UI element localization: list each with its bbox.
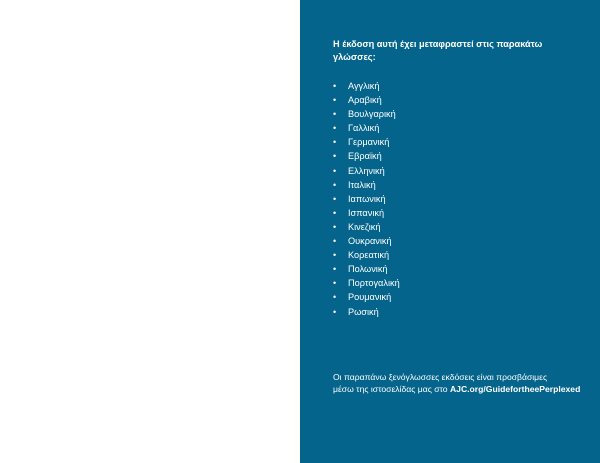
language-label: Ιταλική bbox=[348, 179, 376, 190]
list-item bbox=[333, 164, 400, 178]
list-item bbox=[333, 206, 400, 220]
bullet-icon: • bbox=[333, 207, 337, 218]
list-item bbox=[333, 93, 400, 107]
translations-heading bbox=[333, 38, 583, 63]
list-item bbox=[333, 178, 400, 192]
list-item bbox=[333, 234, 400, 248]
list-item bbox=[333, 79, 400, 93]
language-label: Γερμανική bbox=[348, 137, 390, 148]
bullet-icon: • bbox=[333, 109, 337, 120]
language-label: Ιαπωνική bbox=[348, 193, 386, 204]
bullet-icon: • bbox=[333, 221, 337, 232]
language-label: Πολωνική bbox=[348, 264, 388, 275]
language-list bbox=[333, 79, 400, 319]
list-item bbox=[333, 276, 400, 290]
list-item bbox=[333, 248, 400, 262]
bullet-icon: • bbox=[333, 278, 337, 289]
bullet-icon: • bbox=[333, 264, 337, 275]
language-label: Κορεατική bbox=[348, 250, 390, 261]
language-label: Βουλγαρική bbox=[348, 109, 396, 120]
bullet-icon: • bbox=[333, 165, 337, 176]
language-label: Αγγλική bbox=[348, 81, 380, 91]
bullet-icon: • bbox=[333, 292, 337, 303]
bullet-icon: • bbox=[333, 151, 337, 162]
bullet-icon: • bbox=[333, 123, 337, 134]
bullet-icon: • bbox=[333, 306, 337, 317]
language-label: Πορτογαλική bbox=[348, 278, 400, 289]
language-label: Ρουμανική bbox=[348, 292, 392, 303]
list-item bbox=[333, 305, 400, 319]
language-label: Αραβική bbox=[348, 95, 382, 106]
heading-line-1: Η έκδοση αυτή έχει μεταφραστεί στις παρακάτω bbox=[333, 39, 543, 49]
bullet-icon: • bbox=[333, 236, 337, 247]
language-label: Ελληνική bbox=[348, 165, 385, 176]
list-item bbox=[333, 192, 400, 206]
language-label: Ουκρανική bbox=[348, 236, 392, 247]
bullet-icon: • bbox=[333, 81, 337, 91]
bullet-icon: • bbox=[333, 179, 337, 190]
bullet-icon: • bbox=[333, 95, 337, 106]
list-item bbox=[333, 220, 400, 234]
availability-line-1: Οι παραπάνω ξενόγλωσσες εκδόσεις είναι προσβάσιμες bbox=[333, 372, 548, 382]
list-item bbox=[333, 149, 400, 163]
language-label: Ρωσική bbox=[348, 306, 379, 317]
website-link[interactable]: AJC.org/GuidefortheePerplexed bbox=[449, 383, 581, 394]
language-label: Κινεζική bbox=[348, 221, 381, 232]
heading-line-2: γλώσσες: bbox=[333, 51, 376, 62]
bullet-icon: • bbox=[333, 250, 337, 261]
language-label: Ισπανική bbox=[348, 207, 385, 218]
availability-line-2: μέσω της ιστοσελίδας μας στο bbox=[333, 383, 450, 394]
list-item bbox=[333, 107, 400, 121]
list-item bbox=[333, 290, 400, 304]
bullet-icon: • bbox=[333, 137, 337, 148]
list-item bbox=[333, 135, 400, 149]
list-item bbox=[333, 262, 400, 276]
language-label: Εβραϊκή bbox=[348, 151, 382, 162]
availability-note bbox=[333, 372, 597, 395]
language-label: Γαλλική bbox=[348, 123, 380, 134]
list-item bbox=[333, 121, 400, 135]
translations-page bbox=[300, 0, 600, 463]
bullet-icon: • bbox=[333, 193, 337, 204]
